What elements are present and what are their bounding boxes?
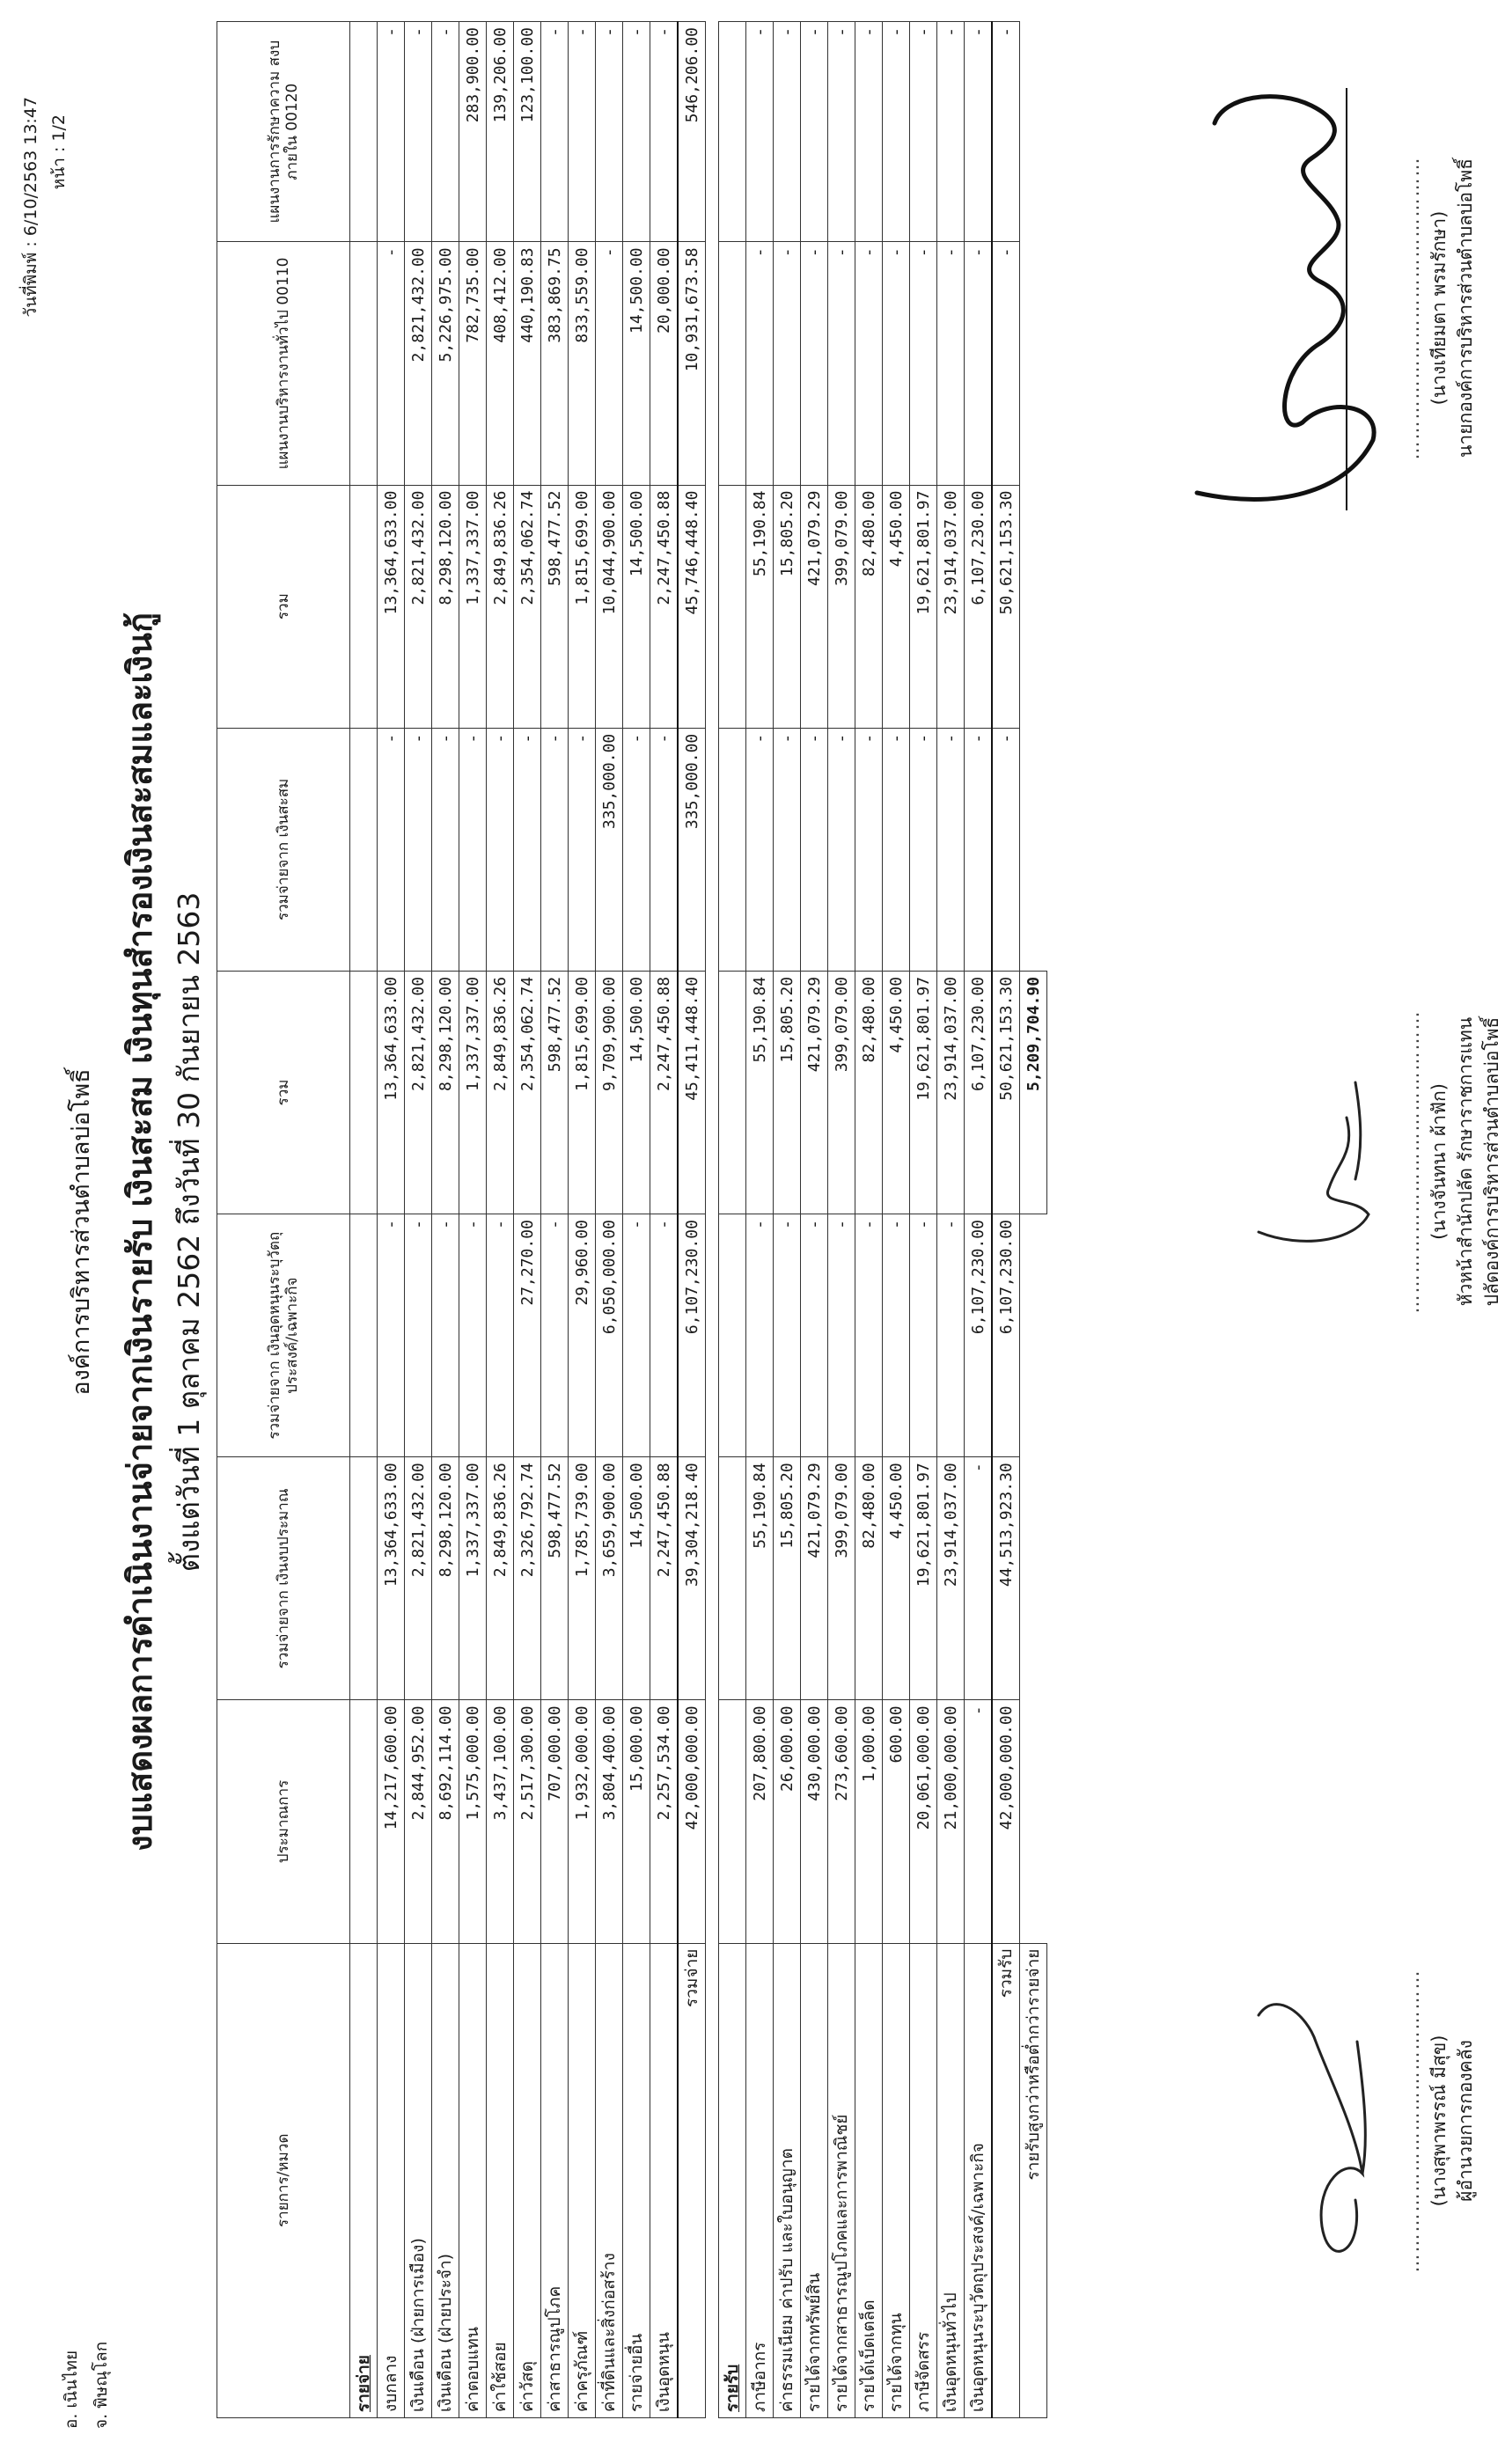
revenue-total-row (992, 22, 1020, 2418)
revenue-cell-paid-accum: - (910, 728, 937, 971)
page-number: หน้า : 1/2 (49, 114, 69, 190)
revenue-cell-paid-grant: - (828, 1214, 855, 1457)
revenue-cell-paid-budget: - (965, 1457, 993, 1700)
expense-cell-budget: 2,257,534.00 (650, 1700, 679, 1943)
org-name: องค์การบริหารส่วนตำบลบ่อโพธิ์ (68, 1068, 95, 1396)
expense-item-name: เงินอุดหนุน (650, 1943, 679, 2417)
revenue-cell-plan-general: - (855, 242, 883, 485)
revenue-cell-sum2: 15,805.20 (774, 485, 801, 728)
expense-cell-paid-grant: - (378, 1214, 405, 1457)
header-row (217, 22, 350, 2418)
revenue-row (746, 22, 774, 2418)
expense-cell-budget: 3,437,100.00 (487, 1700, 514, 1943)
revenue-cell-paid-budget: 421,079.29 (801, 1457, 828, 1700)
net-result-label: รายรับสูงกว่าหรือต่ำกว่ารายจ่าย (1020, 1943, 1047, 2417)
expense-cell-paid-grant: - (432, 1214, 459, 1457)
expense-cell-paid-grant: - (487, 1214, 514, 1457)
revenue-total-paid-accum: - (992, 728, 1020, 971)
deputy-signer-name: (นางจันทนา ผ้าฟัก) (1428, 1083, 1450, 1240)
revenue-cell-sum1: 19,621,801.97 (910, 971, 937, 1214)
expense-cell-sum2: 14,500.00 (623, 485, 650, 728)
expense-total-row (678, 22, 706, 2418)
expense-cell-sum1: 2,247,450.88 (650, 971, 679, 1214)
expense-total-paid-grant: 6,107,230.00 (678, 1214, 706, 1457)
revenue-cell-paid-accum: - (828, 728, 855, 971)
expense-cell-paid-budget: 2,849,836.26 (487, 1457, 514, 1700)
expense-cell-plan-peace: - (623, 22, 650, 242)
expense-cell-paid-accum: - (623, 728, 650, 971)
expense-cell-sum1: 1,337,337.00 (459, 971, 487, 1214)
revenue-cell-paid-accum: - (801, 728, 828, 971)
revenue-total-label: รวมรับ (992, 1943, 1020, 2417)
expense-section-label: รายจ่าย (350, 1943, 378, 2417)
revenue-cell-sum2: 421,079.29 (801, 485, 828, 728)
revenue-row (828, 22, 855, 2418)
expense-cell-paid-grant: 6,050,000.00 (596, 1214, 623, 1457)
col-paid-grant: รวมจ่ายจาก เงินอุดหนุนระบุวัตถุ ประสงค์/เฉพาะกิจ (217, 1214, 350, 1457)
revenue-cell-paid-budget: 399,079.00 (828, 1457, 855, 1700)
revenue-cell-budget: 21,000,000.00 (937, 1700, 965, 1943)
revenue-cell-plan-peace: - (855, 22, 883, 242)
expense-cell-plan-general: 408,412.00 (487, 242, 514, 485)
expense-cell-paid-accum: - (650, 728, 679, 971)
expense-cell-budget: 8,692,114.00 (432, 1700, 459, 1943)
revenue-cell-plan-peace: - (883, 22, 910, 242)
deputy-signer-title2: ปลัดองค์การบริหารส่วนตำบลบ่อโพธิ์ (1481, 1016, 1502, 1307)
expense-cell-plan-peace: - (405, 22, 432, 242)
revenue-cell-paid-grant: - (937, 1214, 965, 1457)
expense-row (405, 22, 432, 2418)
col-budget: ประมาณการ (217, 1700, 350, 1943)
expense-cell-paid-budget: 14,500.00 (623, 1457, 650, 1700)
expense-cell-sum2: 2,821,432.00 (405, 485, 432, 728)
revenue-row (883, 22, 910, 2418)
revenue-cell-budget: 26,000.00 (774, 1700, 801, 1943)
revenue-cell-paid-grant: - (746, 1214, 774, 1457)
revenue-cell-plan-general: - (937, 242, 965, 485)
expense-total-label: รวมจ่าย (678, 1943, 706, 2417)
deputy-signature (1223, 1003, 1399, 1338)
revenue-total-plan-general: - (992, 242, 1020, 485)
expense-cell-plan-general: - (378, 242, 405, 485)
chief-signer-title: นายกองค์การบริหารส่วนตำบลบ่อโพธิ์ (1455, 158, 1476, 458)
expense-cell-sum1: 2,354,062.74 (514, 971, 541, 1214)
chief-signature-block (1399, 44, 1479, 572)
expense-cell-sum1: 1,815,699.00 (569, 971, 596, 1214)
revenue-total-paid-budget: 44,513,923.30 (992, 1457, 1020, 1700)
expense-section-row (350, 22, 378, 2418)
finance-signature-block (1399, 1892, 1479, 2350)
chief-signature (1171, 53, 1399, 546)
col-plan-general: แผนงานบริหารงานทั่วไป 00110 (217, 242, 350, 485)
document-title: งบแสดงผลการดำเนินงานจ่ายจากเงินรายรับ เงินสะสม เงินทุนสำรองเงินสะสมและเงินกู้ (121, 612, 159, 1852)
revenue-item-name: เงินอุดหนุนระบุวัตถุประสงค์/เฉพาะกิจ (965, 1943, 993, 2417)
revenue-cell-sum2: 4,450.00 (883, 485, 910, 728)
revenue-cell-plan-general: - (883, 242, 910, 485)
expense-cell-plan-general: 20,000.00 (650, 242, 679, 485)
col-item: รายการ/หมวด (217, 1943, 350, 2417)
expense-cell-sum1: 14,500.00 (623, 971, 650, 1214)
expense-cell-budget: 15,000.00 (623, 1700, 650, 1943)
expense-cell-plan-peace: - (378, 22, 405, 242)
revenue-cell-plan-peace: - (910, 22, 937, 242)
revenue-cell-paid-grant: - (910, 1214, 937, 1457)
expense-row (596, 22, 623, 2418)
revenue-total-paid-grant: 6,107,230.00 (992, 1214, 1020, 1457)
revenue-cell-budget: 207,800.00 (746, 1700, 774, 1943)
revenue-cell-paid-accum: - (937, 728, 965, 971)
expense-cell-sum2: 1,815,699.00 (569, 485, 596, 728)
revenue-cell-plan-peace: - (746, 22, 774, 242)
expense-row (623, 22, 650, 2418)
revenue-cell-paid-budget: 19,621,801.97 (910, 1457, 937, 1700)
finance-signature-line: ……………………………………… (1402, 1969, 1423, 2273)
revenue-item-name: ภาษีจัดสรร (910, 1943, 937, 2417)
expense-cell-paid-budget: 1,785,739.00 (569, 1457, 596, 1700)
expense-row (487, 22, 514, 2418)
revenue-cell-paid-budget: 23,914,037.00 (937, 1457, 965, 1700)
expense-row (541, 22, 569, 2418)
chief-signature-line: ……………………………………… (1402, 156, 1423, 460)
expense-cell-paid-accum: - (459, 728, 487, 971)
expense-cell-plan-general: 833,559.00 (569, 242, 596, 485)
expense-cell-plan-peace: - (596, 22, 623, 242)
revenue-cell-paid-accum: - (746, 728, 774, 971)
statement-table (217, 21, 1047, 2418)
expense-cell-paid-grant: 29,960.00 (569, 1214, 596, 1457)
expense-total-paid-accum: 335,000.00 (678, 728, 706, 971)
revenue-cell-sum2: 82,480.00 (855, 485, 883, 728)
col-sum1: รวม (217, 971, 350, 1214)
expense-total-sum2: 45,746,448.40 (678, 485, 706, 728)
expense-item-name: เงินเดือน (ฝ่ายประจำ) (432, 1943, 459, 2417)
table-gap (706, 22, 719, 2418)
revenue-cell-paid-grant: - (801, 1214, 828, 1457)
expense-cell-sum1: 2,821,432.00 (405, 971, 432, 1214)
revenue-cell-plan-general: - (801, 242, 828, 485)
expense-item-name: ค่าครุภัณฑ์ (569, 1943, 596, 2417)
revenue-cell-budget: 273,600.00 (828, 1700, 855, 1943)
expense-cell-budget: 3,804,400.00 (596, 1700, 623, 1943)
expense-cell-plan-general: 383,869.75 (541, 242, 569, 485)
finance-director-signature (1223, 1901, 1399, 2306)
revenue-cell-sum1: 421,079.29 (801, 971, 828, 1214)
revenue-cell-budget: 1,000.00 (855, 1700, 883, 1943)
expense-cell-sum2: 2,849,836.26 (487, 485, 514, 728)
expense-total-paid-budget: 39,304,218.40 (678, 1457, 706, 1700)
expense-cell-plan-peace: 139,206.00 (487, 22, 514, 242)
revenue-row (910, 22, 937, 2418)
expense-cell-plan-peace: 283,900.00 (459, 22, 487, 242)
revenue-item-name: รายได้จากสาธารณูปโภคและการพาณิชย์ (828, 1943, 855, 2417)
revenue-row (801, 22, 828, 2418)
expense-cell-paid-budget: 13,364,633.00 (378, 1457, 405, 1700)
expense-row (459, 22, 487, 2418)
expense-cell-sum2: 1,337,337.00 (459, 485, 487, 728)
col-plan-peace: แผนงานการรักษาความ สงบภายใน 00120 (217, 22, 350, 242)
revenue-cell-sum2: 399,079.00 (828, 485, 855, 728)
expense-cell-budget: 1,575,000.00 (459, 1700, 487, 1943)
expense-row (650, 22, 679, 2418)
expense-cell-paid-grant: - (650, 1214, 679, 1457)
expense-cell-sum1: 598,477.52 (541, 971, 569, 1214)
revenue-cell-plan-general: - (965, 242, 993, 485)
expense-cell-paid-accum: - (432, 728, 459, 971)
revenue-section-label: รายรับ (719, 1943, 746, 2417)
expense-cell-paid-grant: - (623, 1214, 650, 1457)
deputy-signature-block (1399, 898, 1505, 1426)
expense-cell-sum2: 13,364,633.00 (378, 485, 405, 728)
revenue-cell-plan-general: - (910, 242, 937, 485)
revenue-cell-paid-grant: - (774, 1214, 801, 1457)
revenue-cell-plan-peace: - (774, 22, 801, 242)
revenue-section-row (719, 22, 746, 2418)
revenue-cell-plan-general: - (828, 242, 855, 485)
expense-item-name: รายจ่ายอื่น (623, 1943, 650, 2417)
expense-item-name: งบกลาง (378, 1943, 405, 2417)
revenue-cell-sum1: 55,190.84 (746, 971, 774, 1214)
finance-signer-name: (นางสุพาพรรณ์ มีสุข) (1428, 2035, 1450, 2207)
revenue-cell-paid-accum: - (883, 728, 910, 971)
expense-cell-paid-budget: 2,247,450.88 (650, 1457, 679, 1700)
expense-row (432, 22, 459, 2418)
expense-cell-plan-general: 782,735.00 (459, 242, 487, 485)
revenue-cell-sum2: 6,107,230.00 (965, 485, 993, 728)
expense-cell-sum2: 2,354,062.74 (514, 485, 541, 728)
expense-cell-budget: 2,844,952.00 (405, 1700, 432, 1943)
revenue-item-name: ภาษีอากร (746, 1943, 774, 2417)
expense-cell-sum1: 9,709,900.00 (596, 971, 623, 1214)
revenue-cell-sum1: 15,805.20 (774, 971, 801, 1214)
expense-cell-paid-accum: - (487, 728, 514, 971)
net-result-row (1020, 22, 1047, 2418)
revenue-cell-plan-general: - (746, 242, 774, 485)
deputy-signer-title1: หัวหน้าสำนักปลัด รักษาราชการแทน (1455, 1016, 1476, 1307)
expense-cell-paid-grant: - (541, 1214, 569, 1457)
province-label: จ. พิษณุโลก (92, 2341, 111, 2429)
expense-cell-plan-peace: - (650, 22, 679, 242)
revenue-cell-sum2: 19,621,801.97 (910, 485, 937, 728)
revenue-cell-plan-general: - (774, 242, 801, 485)
revenue-cell-sum1: 4,450.00 (883, 971, 910, 1214)
col-sum2: รวม (217, 485, 350, 728)
revenue-cell-budget: 430,000.00 (801, 1700, 828, 1943)
expense-cell-sum1: 2,849,836.26 (487, 971, 514, 1214)
expense-cell-paid-grant: - (405, 1214, 432, 1457)
expense-cell-budget: 2,517,300.00 (514, 1700, 541, 1943)
expense-total-plan-peace: 546,206.00 (678, 22, 706, 242)
expense-item-name: เงินเดือน (ฝ่ายการเมือง) (405, 1943, 432, 2417)
expense-cell-paid-budget: 2,326,792.74 (514, 1457, 541, 1700)
expense-row (378, 22, 405, 2418)
revenue-cell-paid-budget: 15,805.20 (774, 1457, 801, 1700)
expense-item-name: ค่าตอบแทน (459, 1943, 487, 2417)
expense-cell-plan-peace: - (432, 22, 459, 242)
expense-row (569, 22, 596, 2418)
revenue-cell-paid-grant: 6,107,230.00 (965, 1214, 993, 1457)
revenue-cell-plan-peace: - (801, 22, 828, 242)
expense-cell-plan-general: 14,500.00 (623, 242, 650, 485)
expense-cell-paid-accum: - (541, 728, 569, 971)
expense-total-budget: 42,000,000.00 (678, 1700, 706, 1943)
expense-cell-plan-general: 5,226,975.00 (432, 242, 459, 485)
expense-cell-sum2: 2,247,450.88 (650, 485, 679, 728)
revenue-cell-paid-budget: 82,480.00 (855, 1457, 883, 1700)
expense-cell-paid-accum: - (378, 728, 405, 971)
expense-item-name: ค่าใช้สอย (487, 1943, 514, 2417)
expense-cell-plan-peace: - (569, 22, 596, 242)
expense-cell-paid-accum: - (405, 728, 432, 971)
revenue-total-sum2: 50,621,153.30 (992, 485, 1020, 728)
expense-cell-budget: 707,000.00 (541, 1700, 569, 1943)
revenue-cell-sum2: 55,190.84 (746, 485, 774, 728)
expense-cell-plan-general: 440,190.83 (514, 242, 541, 485)
expense-cell-paid-accum: 335,000.00 (596, 728, 623, 971)
revenue-row (965, 22, 993, 2418)
chief-signer-name: (นางเทียมตา พรมรักษา) (1428, 210, 1450, 406)
expense-item-name: ค่าที่ดินและสิ่งก่อสร้าง (596, 1943, 623, 2417)
revenue-cell-paid-budget: 4,450.00 (883, 1457, 910, 1700)
revenue-cell-sum1: 82,480.00 (855, 971, 883, 1214)
expense-cell-sum2: 598,477.52 (541, 485, 569, 728)
expense-total-sum1: 45,411,448.40 (678, 971, 706, 1214)
revenue-cell-sum1: 399,079.00 (828, 971, 855, 1214)
revenue-cell-sum1: 6,107,230.00 (965, 971, 993, 1214)
revenue-total-plan-peace: - (992, 22, 1020, 242)
document-period: ตั้งแต่วันที่ 1 ตุลาคม 2562 ถึงวันที่ 30 กันยายน 2563 (172, 891, 206, 1573)
revenue-cell-plan-peace: - (828, 22, 855, 242)
expense-cell-paid-accum: - (514, 728, 541, 971)
revenue-item-name: รายได้จากทุน (883, 1943, 910, 2417)
revenue-item-name: รายได้เบ็ดเตล็ด (855, 1943, 883, 2417)
revenue-item-name: รายได้จากทรัพย์สิน (801, 1943, 828, 2417)
revenue-cell-plan-peace: - (965, 22, 993, 242)
expense-cell-budget: 14,217,600.00 (378, 1700, 405, 1943)
revenue-row (774, 22, 801, 2418)
expense-cell-sum2: 10,044,900.00 (596, 485, 623, 728)
expense-cell-budget: 1,932,000.00 (569, 1700, 596, 1943)
revenue-item-name: เงินอุดหนุนทั่วไป (937, 1943, 965, 2417)
expense-row (514, 22, 541, 2418)
expense-cell-plan-general: 2,821,432.00 (405, 242, 432, 485)
expense-cell-paid-grant: - (459, 1214, 487, 1457)
revenue-row (937, 22, 965, 2418)
expense-cell-sum1: 13,364,633.00 (378, 971, 405, 1214)
revenue-cell-paid-budget: 55,190.84 (746, 1457, 774, 1700)
finance-signer-title: ผู้อำนวยการกองคลัง (1455, 2040, 1476, 2202)
revenue-cell-paid-grant: - (883, 1214, 910, 1457)
deputy-signature-line: ……………………………………… (1402, 1009, 1423, 1314)
revenue-cell-plan-peace: - (937, 22, 965, 242)
expense-cell-plan-peace: - (541, 22, 569, 242)
expense-cell-paid-accum: - (569, 728, 596, 971)
net-result-value: 5,209,704.90 (1020, 971, 1047, 1214)
col-paid-budget: รวมจ่ายจาก เงินงบประมาณ (217, 1457, 350, 1700)
expense-cell-paid-budget: 2,821,432.00 (405, 1457, 432, 1700)
expense-total-plan-general: 10,931,673.58 (678, 242, 706, 485)
revenue-cell-budget: 20,061,000.00 (910, 1700, 937, 1943)
expense-cell-paid-grant: 27,270.00 (514, 1214, 541, 1457)
expense-cell-paid-budget: 598,477.52 (541, 1457, 569, 1700)
revenue-cell-sum2: 23,914,037.00 (937, 485, 965, 728)
revenue-cell-paid-accum: - (774, 728, 801, 971)
col-paid-accum: รวมจ่ายจาก เงินสะสม (217, 728, 350, 971)
revenue-cell-paid-grant: - (855, 1214, 883, 1457)
revenue-cell-sum1: 23,914,037.00 (937, 971, 965, 1214)
revenue-cell-paid-accum: - (965, 728, 993, 971)
expense-cell-paid-budget: 3,659,900.00 (596, 1457, 623, 1700)
revenue-total-budget: 42,000,000.00 (992, 1700, 1020, 1943)
expense-cell-plan-general: - (596, 242, 623, 485)
expense-cell-sum1: 8,298,120.00 (432, 971, 459, 1214)
revenue-cell-budget: - (965, 1700, 993, 1943)
expense-item-name: ค่าสาธารณูปโภค (541, 1943, 569, 2417)
revenue-cell-budget: 600.00 (883, 1700, 910, 1943)
expense-cell-sum2: 8,298,120.00 (432, 485, 459, 728)
expense-cell-paid-budget: 1,337,337.00 (459, 1457, 487, 1700)
print-date: วันที่พิมพ์ : 6/10/2563 13:47 (21, 97, 40, 318)
expense-cell-paid-budget: 8,298,120.00 (432, 1457, 459, 1700)
revenue-item-name: ค่าธรรมเนียม ค่าปรับ และใบอนุญาต (774, 1943, 801, 2417)
district-label: อ. เนินไทย (62, 2350, 81, 2429)
expense-cell-plan-peace: 123,100.00 (514, 22, 541, 242)
revenue-cell-paid-accum: - (855, 728, 883, 971)
revenue-total-sum1: 50,621,153.30 (992, 971, 1020, 1214)
expense-item-name: ค่าวัสดุ (514, 1943, 541, 2417)
revenue-row (855, 22, 883, 2418)
